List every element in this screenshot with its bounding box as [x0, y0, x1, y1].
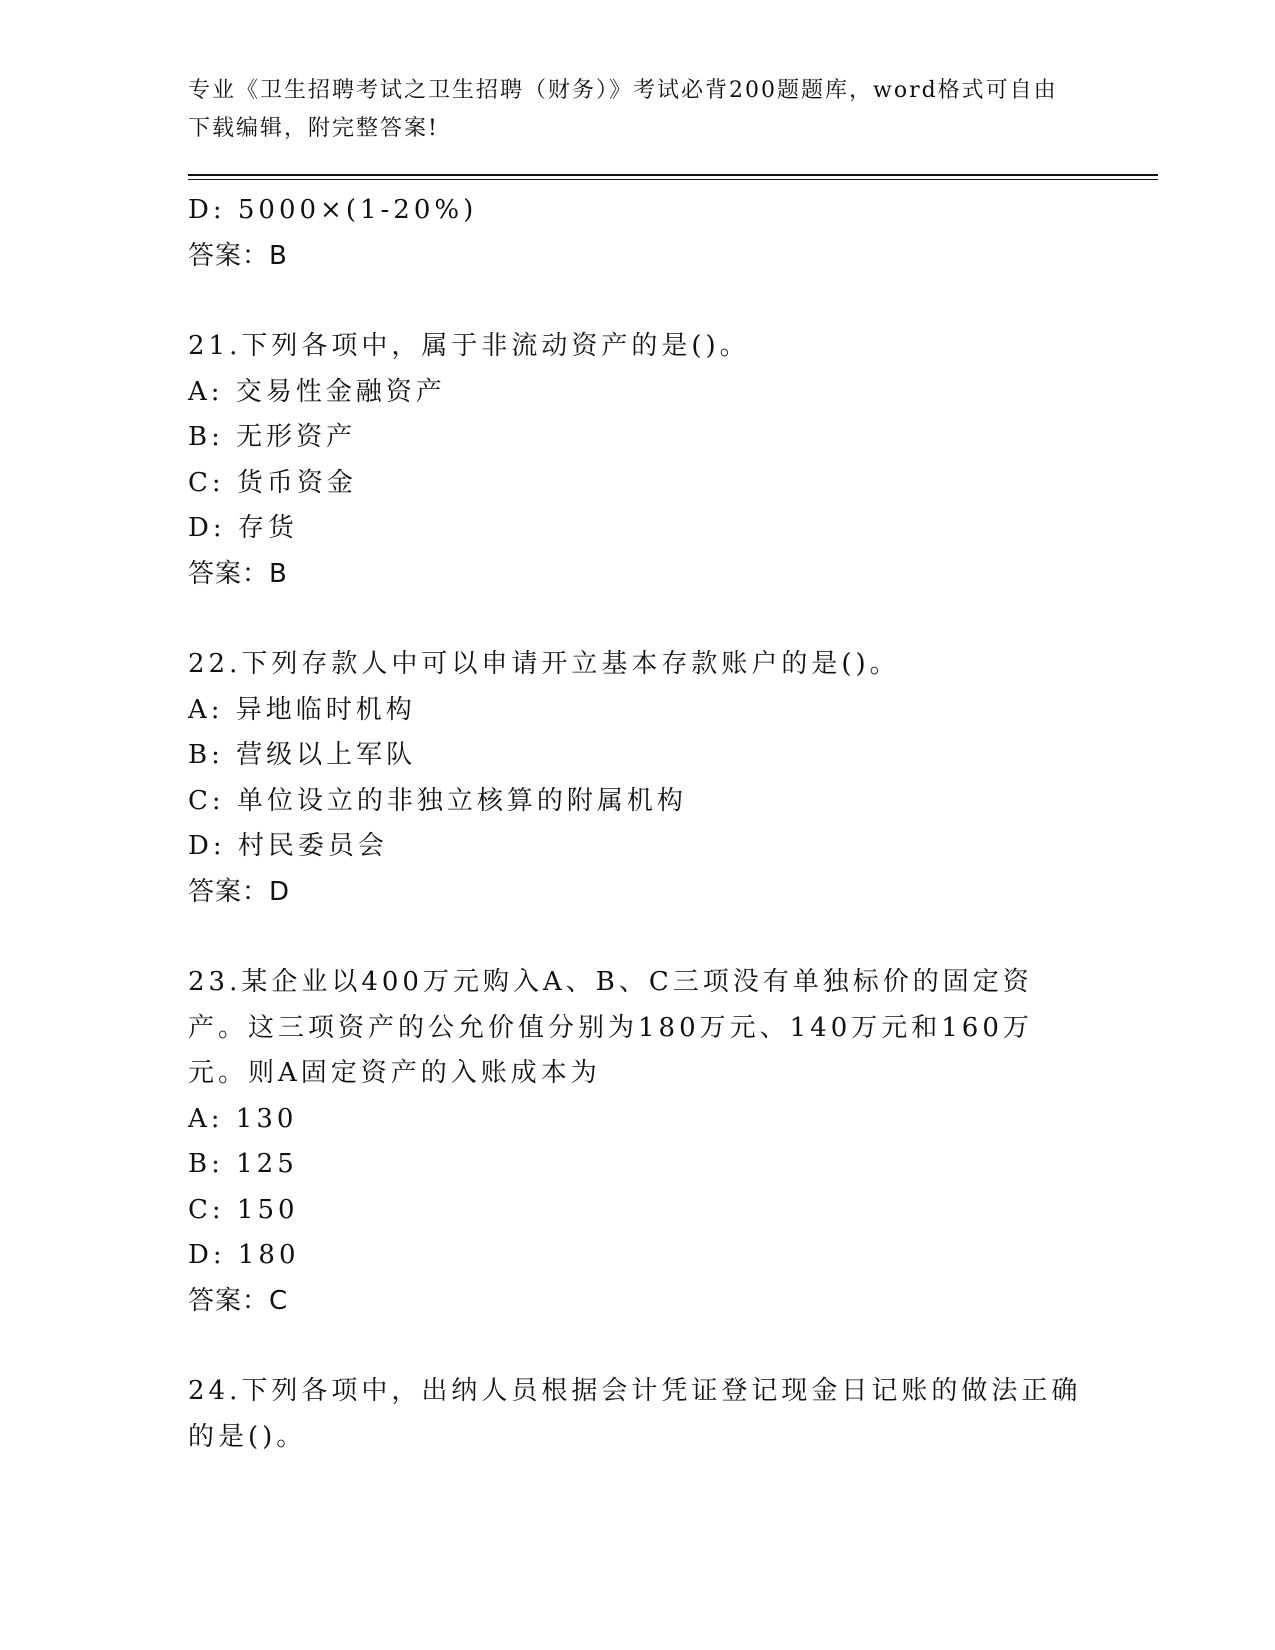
- question-23: [188, 960, 1148, 1324]
- option-b: B: 无形资产: [188, 422, 357, 452]
- answer: 答案：B: [188, 558, 288, 589]
- question-text: 24.下列各项中，出纳人员根据会计凭证登记现金日记账的做法正确的是()。: [188, 1376, 1082, 1452]
- header-divider: [188, 174, 1158, 180]
- question-text: 22.下列存款人中可以申请开立基本存款账户的是()。: [188, 649, 900, 679]
- option-d: D: 存货: [188, 513, 298, 543]
- answer: 答案：D: [188, 876, 291, 907]
- spacer: [188, 1324, 1148, 1369]
- option-c: C: 单位设立的非独立核算的附属机构: [188, 785, 687, 816]
- answer: 答案：C: [188, 1285, 289, 1316]
- question-text: 21.下列各项中，属于非流动资产的是()。: [188, 331, 750, 361]
- continued-question: [188, 188, 1148, 279]
- option-b: B: 125: [188, 1149, 298, 1179]
- document-header: 专业《卫生招聘考试之卫生招聘（财务）》考试必背200题题库，word格式可自由下载编辑，附完整答案!: [188, 78, 1058, 141]
- spacer: [188, 915, 1148, 960]
- option-a: A: 异地临时机构: [188, 694, 416, 725]
- answer: 答案：B: [188, 240, 288, 271]
- question-text: 23.某企业以400万元购入A、B、C三项没有单独标价的固定资产。这三项资产的公允价值分别为180万元、140万元和160万元。则A固定资产的入账成本为: [188, 967, 1033, 1088]
- option-d: D: 5000×(1-20%): [188, 195, 478, 225]
- option-d: D: 180: [188, 1240, 300, 1270]
- option-b: B: 营级以上军队: [188, 740, 417, 770]
- spacer: [188, 597, 1148, 642]
- option-d: D: 村民委员会: [188, 831, 388, 861]
- spacer: [188, 279, 1148, 324]
- option-a: A: 130: [188, 1103, 298, 1134]
- question-24: [188, 1369, 1148, 1460]
- option-c: C: 150: [188, 1194, 299, 1225]
- option-c: C: 货币资金: [188, 467, 357, 498]
- document-page: [188, 72, 1148, 1460]
- question-22: [188, 642, 1148, 915]
- question-21: [188, 324, 1148, 597]
- option-a: A: 交易性金融资产: [188, 376, 446, 407]
